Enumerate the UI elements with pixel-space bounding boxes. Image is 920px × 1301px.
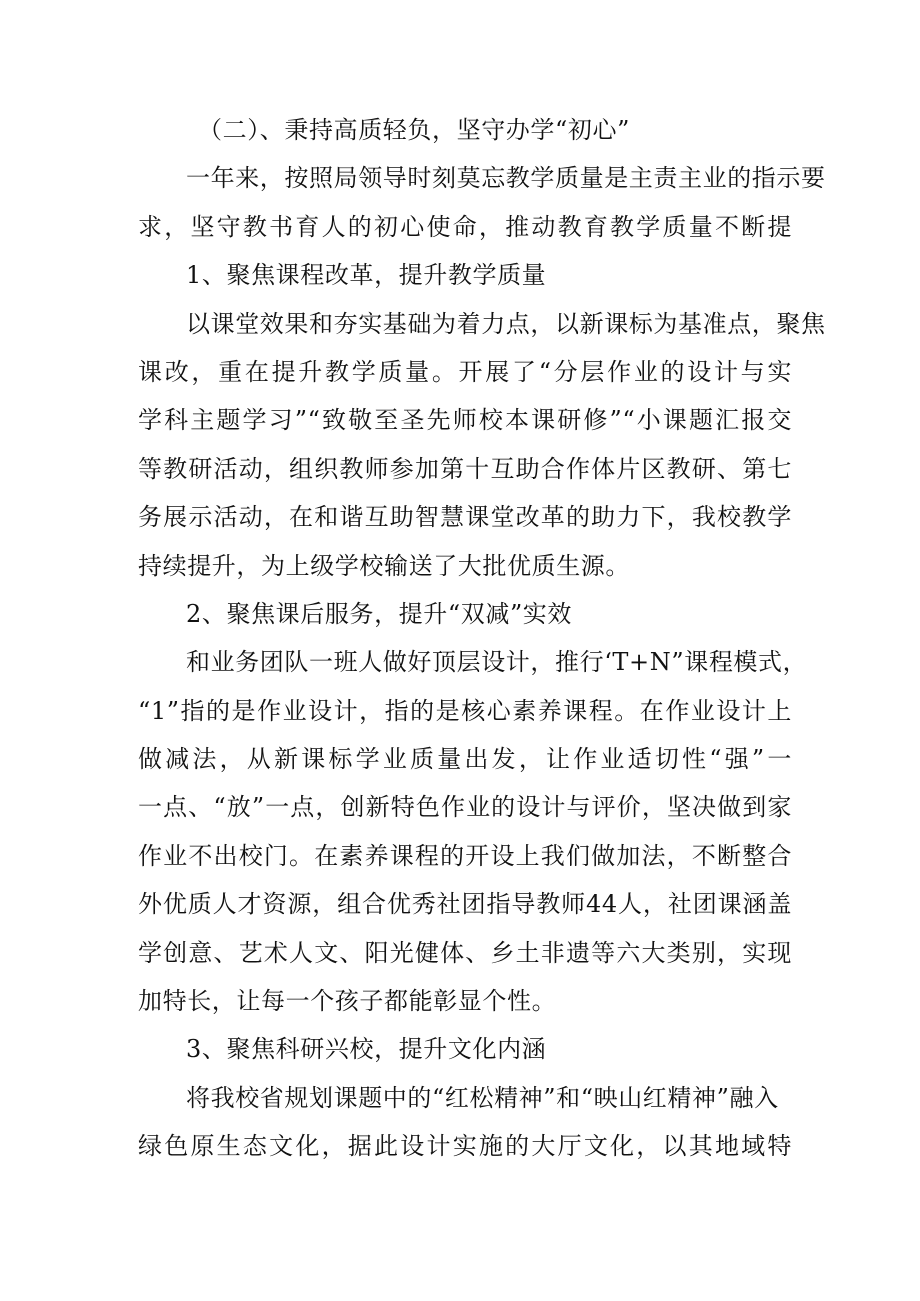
document-page — [138, 106, 826, 1171]
paragraph-line: “1”指的是作业设计，指的是核心素养课程。在作业设计上 — [138, 696, 792, 725]
paragraph-line: 务展示活动，在和谐互助智慧课堂改革的助力下，我校教学 — [138, 503, 792, 532]
paragraph-line: 一点、“放”一点，创新特色作业的设计与评价，坚决做到家 — [138, 793, 792, 822]
paragraph-line: 加特长，让每一个孩子都能彰显个性。 — [138, 987, 557, 1016]
paragraph-line: 和业务团队一班人做好顶层设计，推行‘T+N”课程模式， — [186, 648, 808, 677]
item-heading: 2、聚焦课后服务，提升“双减”实效 — [186, 599, 573, 628]
item-heading: 3、聚焦科研兴校，提升文化内涵 — [186, 1035, 547, 1064]
paragraph-line: 学科主题学习”“致敬至圣先师校本课研修”“小课题汇报交 — [138, 406, 792, 435]
paragraph-line: 做减法，从新课标学业质量出发，让作业适切性“强”一 — [138, 745, 792, 774]
paragraph-line: 外优质人才资源，组合优秀社团指导教师44人，社团课涵盖 — [138, 890, 792, 919]
section-heading: （二）、秉持高质轻负，坚守办学“初心” — [198, 116, 630, 144]
item-heading: 1、聚焦课程改革，提升教学质量 — [186, 261, 547, 290]
paragraph-line: 等教研活动，组织教师参加第十互助合作体片区教研、第七 — [138, 454, 792, 483]
paragraph-line: 求，坚守教书育人的初心使命，推动教育教学质量不断提 — [138, 212, 792, 241]
paragraph-line: 作业不出校门。在素养课程的开设上我们做加法，不断整合 — [138, 841, 792, 870]
paragraph-line: 学创意、艺术人文、阳光健体、乡土非遗等六大类别，实现 — [138, 938, 792, 967]
paragraph-line: 以课堂效果和夯实基础为着力点，以新课标为基准点，聚焦 — [186, 309, 826, 338]
paragraph-line: 持续提升，为上级学校输送了大批优质生源。 — [138, 551, 630, 580]
paragraph-line: 绿色原生态文化，据此设计实施的大厅文化，以其地域特 — [138, 1132, 792, 1161]
paragraph-line: 课改，重在提升教学质量。开展了“分层作业的设计与实 — [138, 357, 792, 386]
paragraph-line: 一年来，按照局领导时刻莫忘教学质量是主责主业的指示要 — [186, 164, 826, 193]
paragraph-line: 将我校省规划课题中的“红松精神”和“映山红精神”融入 — [186, 1083, 779, 1112]
